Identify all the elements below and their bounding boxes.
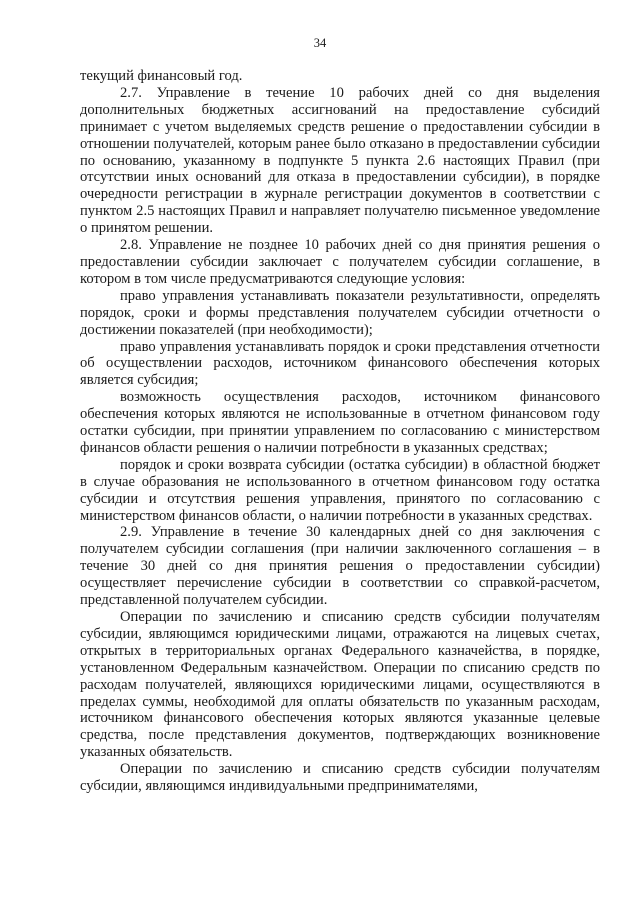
condition-item: право управления устанавливать порядок и сроки представления отчетности об осуществлении расходов, источником финансового обеспечения которых является субсидия;	[80, 338, 600, 389]
page-number: 34	[313, 36, 327, 50]
condition-item: порядок и сроки возврата субсидии (остатка субсидии) в областной бюджет в случае образования не использованного в отчетном финансовом году остатка субсидии и отсутствия решения управления, принятого по согласованию с министерством финансов области, о наличии потребности в указанных средствах.	[80, 456, 600, 524]
paragraph-operations-legal-entities: Операции по зачислению и списанию средств субсидии получателям субсидии, являющимся юридическими лицами, отражаются на лицевых счетах, открытых в территориальных органах Федерального казначейства, в порядке, установленном Федеральным казначейством. Операции по списанию средств по расходам получателей, являющихся юридическими лицами, осуществляются в пределах суммы, необходимой для оплаты обязательств по указанным расходам, источником финансового обеспечения которых являются указанные целевые средства, после представления документов, подтверждающих возникновение указанных обязательств.	[80, 609, 600, 761]
condition-item: возможность осуществления расходов, источником финансового обеспечения которых являются не использованные в отчетном финансовом году остатки субсидии, при принятии управлением по согласованию с министерством финансов области решения о наличии потребности в указанных средствах;	[80, 389, 600, 456]
paragraph-2-8: 2.8. Управление не позднее 10 рабочих дней со дня принятия решения о предоставлении субсидии заключает с получателем субсидии соглашение, в котором в том числе предусматриваются следующие условия:	[80, 237, 600, 287]
condition-item: право управления устанавливать показатели результативности, определять порядок, сроки и формы представления получателем субсидии отчетности о достижении показателей (при необходимости);	[80, 287, 600, 338]
paragraph-2-7: 2.7. Управление в течение 10 рабочих дней со дня выделения дополнительных бюджетных ассигнований на предоставление субсидий принимает с учетом выделяемых средств решение о предоставлении субсидии в отношении получателей, которым ранее было отказано в предоставлении субсидии по основанию, указанному в подпункте 5 пункта 2.6 настоящих Правил (при отсутствии иных оснований для отказа в предоставлении субсидии), в порядке очередности регистрации в журнале регистрации документов в соответствии с пунктом 2.5 настоящих Правил и направляет получателю письменное уведомление о принятом решении.	[80, 84, 600, 237]
paragraph-operations-entrepreneurs: Операции по зачислению и списанию средств субсидии получателям субсидии, являющимся индивидуальными предпринимателями,	[80, 761, 600, 795]
paragraph-2-9: 2.9. Управление в течение 30 календарных дней со дня заключения с получателем субсидии соглашения (при наличии заключенного соглашения – в течение 30 дней со дня принятия решения о предоставлении субсидии) осуществляет перечисление субсидии в соответствии со справкой-расчетом, представленной получателем субсидии.	[80, 524, 600, 609]
document-body	[80, 68, 600, 795]
paragraph-continuation: текущий финансовый год.	[80, 68, 243, 84]
